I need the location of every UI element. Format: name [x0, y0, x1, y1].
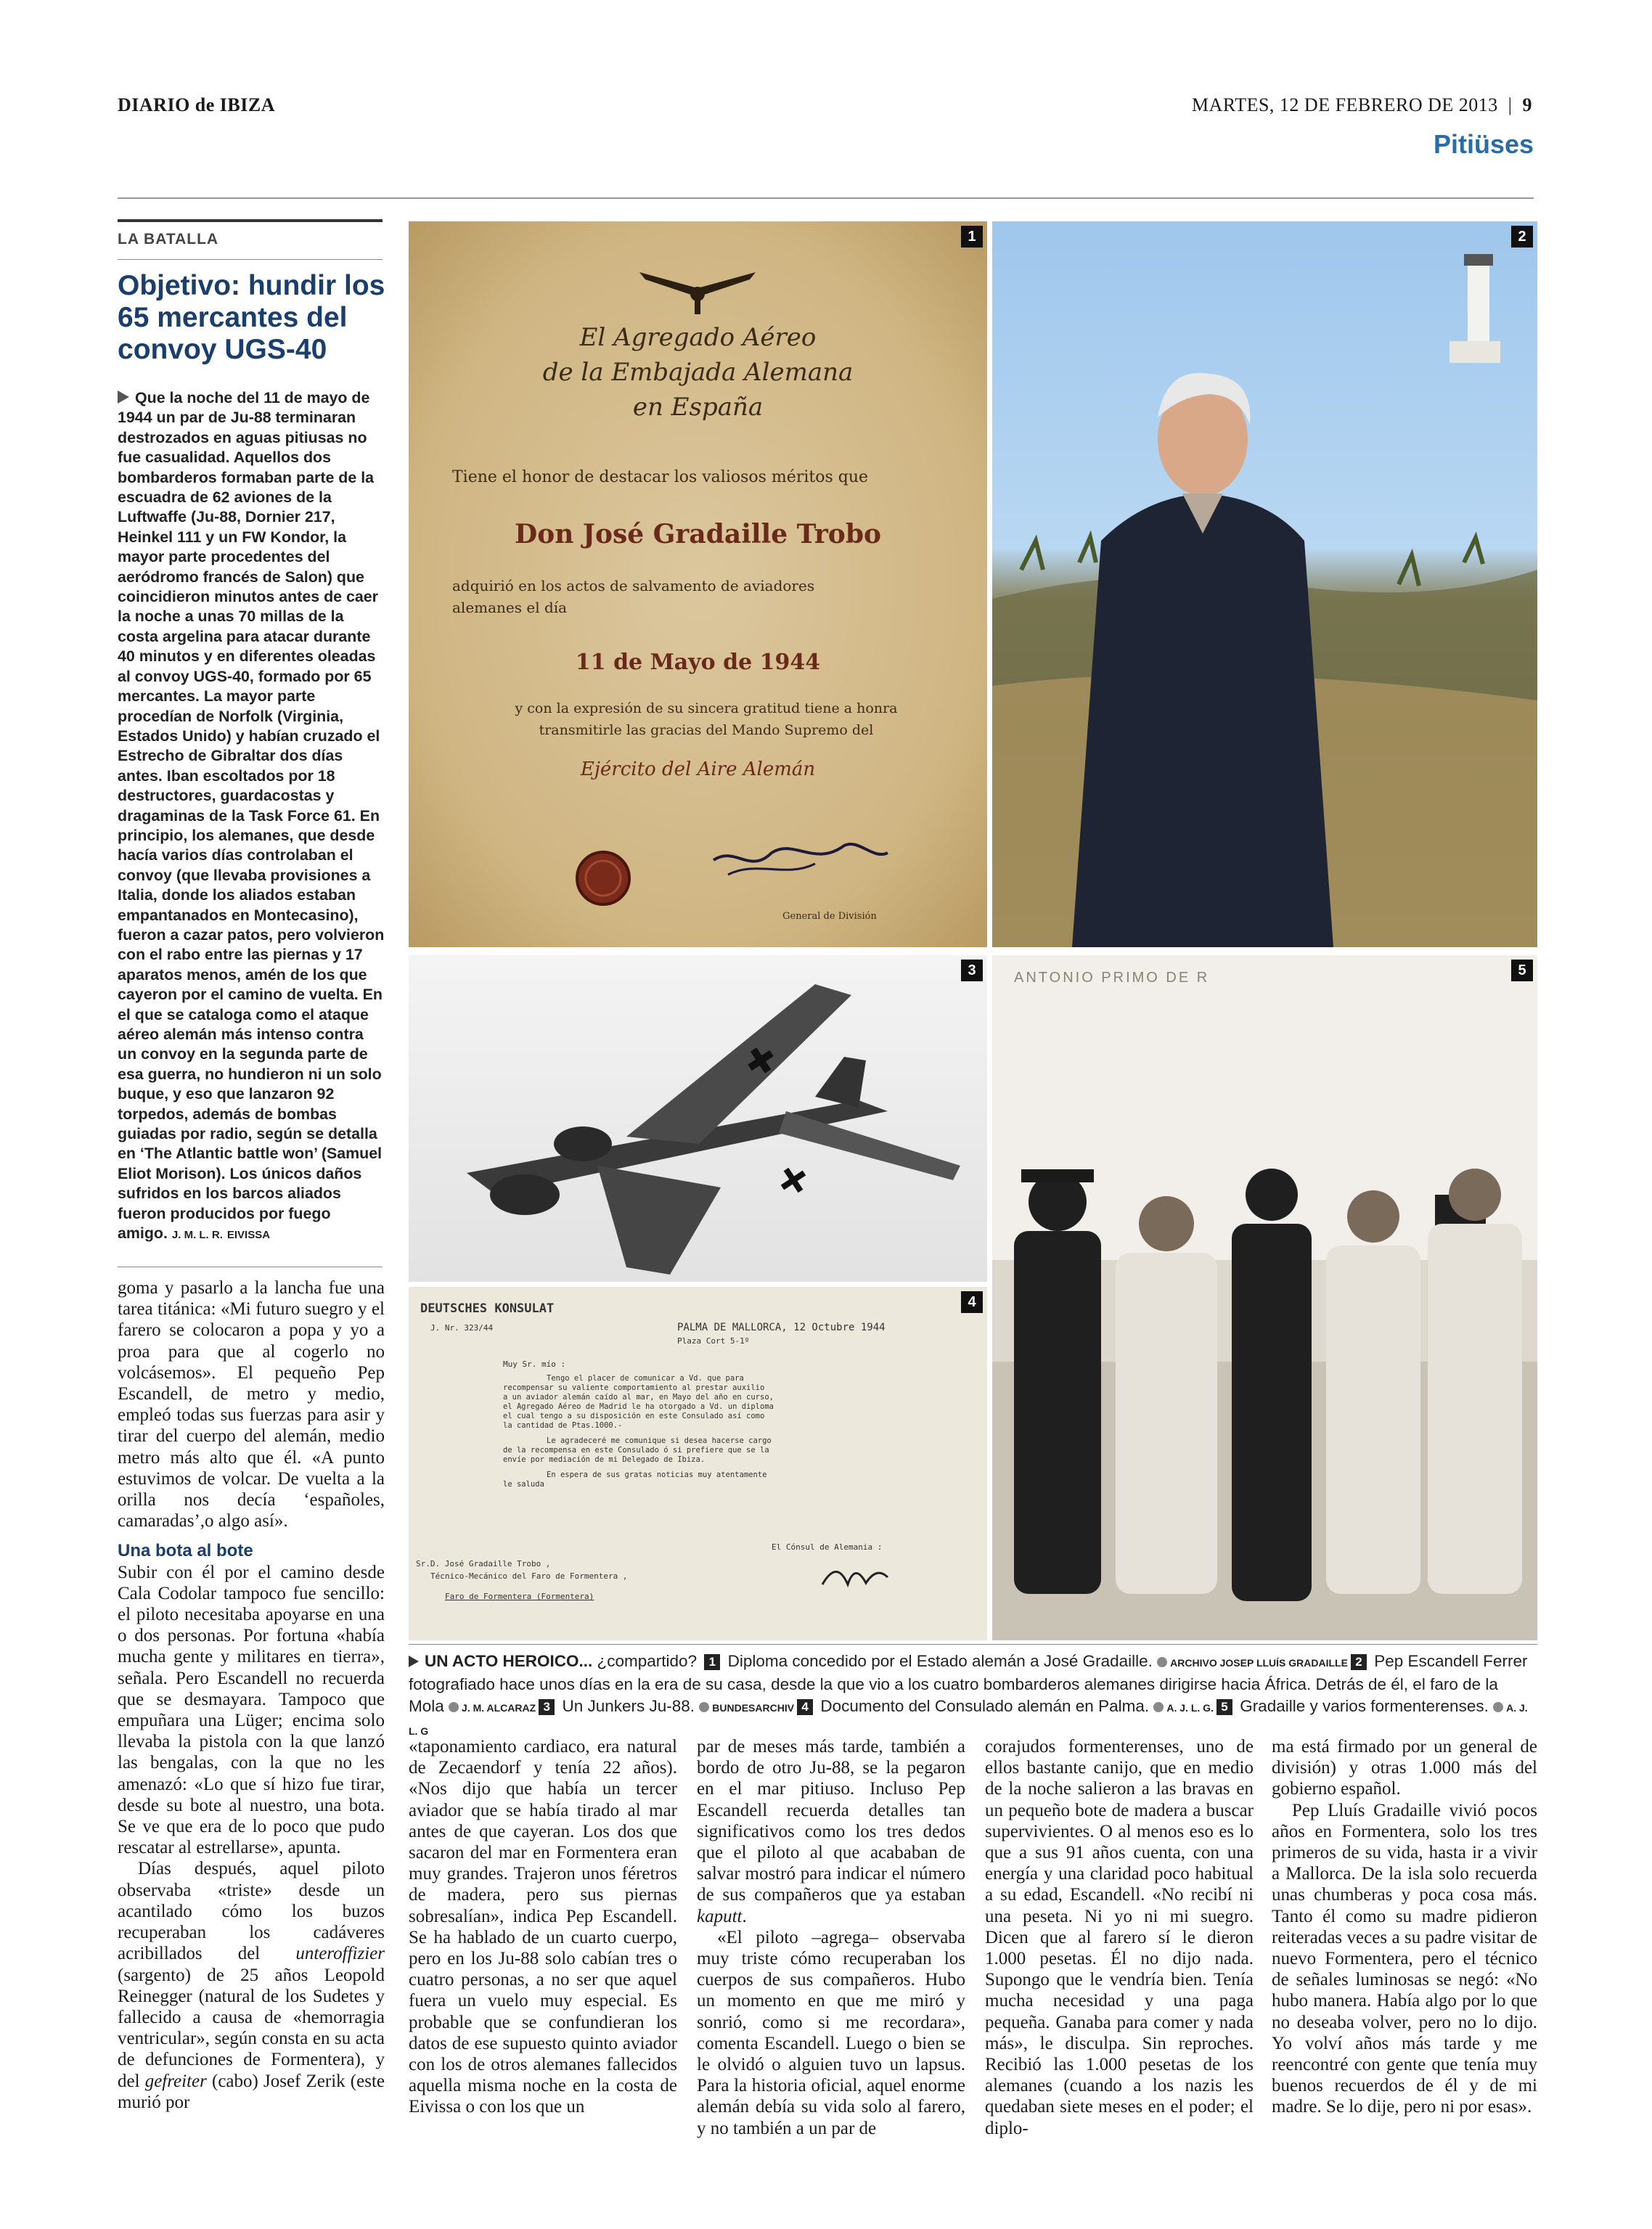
letter-signer: El Cónsul de Alemania : — [772, 1542, 883, 1552]
letter-line: Tengo el placer de comunicar a Vd. que para — [547, 1374, 744, 1383]
camera-icon — [1153, 1702, 1164, 1712]
letter-place: PALMA DE MALLORCA, 12 Octubre 1944 — [677, 1322, 886, 1333]
sidebar-kicker-rule — [118, 259, 383, 260]
diploma-recipient: Don José Gradaille Trobo — [514, 519, 882, 549]
photo-number-2: 2 — [1511, 226, 1533, 248]
col4-paragraph: corajudos formenterenses, uno de ellos bastante canijo, que en medio de la noche salieron a las bravas en un pequeño bote de madera a buscar supervivientes. O al menos eso es lo que a sus 91 años cuenta, con una energía y una claridad poco habitual a su edad, Escandell. «No recibí ni una peseta. Ni yo ni mi suegro. Dicen que al farero sí le dieron 1.000 pesetas. Él no dijo nada. Supongo que le vendría bien. Tenía mucha necesidad y una paga pequeña. Ganaba para comer y nada más», le disculpa. Sin reproches. Recibió las 1.000 pesetas de los alemanes (cuando a los nazis les quedaban siete meses en el poder; el diplo- — [985, 1737, 1254, 2138]
article-column-5 — [1272, 1736, 1537, 2118]
photo-caption — [409, 1651, 1537, 1742]
letter-line: Le agradeceré me comunique si desea hacerse cargo — [547, 1436, 772, 1445]
col5-paragraph-1: ma está firmado por un general de división) y otras 1.000 más del gobierno español. — [1272, 1737, 1537, 1799]
sidebar-headline: Objetivo: hundir los 65 mercantes del convoy UGS-40 — [118, 270, 385, 365]
photo-diploma — [409, 221, 987, 947]
caption-credit-2 — [449, 1702, 536, 1714]
letter-body — [503, 1374, 968, 1489]
credit-text: BUNDESARCHIV — [712, 1702, 795, 1714]
header-rule — [118, 197, 1534, 199]
letter-line: el cual tengo a su disposición en este Consulado así como — [503, 1412, 765, 1420]
date-text: MARTES, 12 DE FEBRERO DE 2013 — [1192, 94, 1498, 115]
photo-number-3: 3 — [961, 960, 983, 981]
col1-paragraph-3 — [118, 1858, 385, 2112]
photo-group — [992, 955, 1537, 1640]
letter-ref: J. Nr. 323/44 — [430, 1323, 494, 1333]
caption-text: Documento del Consulado alemán en Palma. — [816, 1697, 1154, 1715]
caption-text: Gradaille y varios formenterenses. — [1235, 1697, 1494, 1715]
aircraft-drawing — [409, 955, 987, 1282]
caption-number-3: 3 — [539, 1699, 555, 1715]
caption-text: Pep Escandell Ferrer fotografiado hace unos días en la era de su casa, desde la que vio a los cuatro bombarderos alemanes dirigirse hacia África. Detrás de él, el faro de la Mola — [409, 1652, 1528, 1715]
photo-number-4: 4 — [961, 1291, 983, 1313]
diploma-line-11: Ejército del Aire Alemán — [580, 758, 816, 780]
diploma-line-4: Tiene el honor de destacar los valiosos méritos que — [452, 468, 869, 486]
caption-text: Diploma concedido por el Estado alemán a José Gradaille. — [723, 1652, 1158, 1670]
diploma-line-2: de la Embajada Alemana — [542, 358, 854, 387]
camera-icon — [449, 1702, 459, 1712]
photo-portrait — [992, 221, 1537, 947]
letter-recipient-3: Faro de Formentera (Formentera) — [445, 1592, 594, 1601]
diploma-line-7: alemanes el día — [452, 599, 568, 616]
caption-number-2: 2 — [1351, 1654, 1367, 1670]
diploma-line-10: transmitirle las gracias del Mando Supremo del — [539, 722, 874, 738]
photo-number-1: 1 — [961, 226, 983, 248]
article-column-4 — [985, 1736, 1254, 2139]
letter-line: En espera de sus gratas noticias muy atentamente — [547, 1471, 767, 1479]
col1-p3-italic-a: unteroffizier — [295, 1944, 385, 1964]
caption-number-4: 4 — [797, 1699, 813, 1715]
col3-p1-text-b: . — [742, 1906, 747, 1926]
page-date: MARTES, 12 DE FEBRERO DE 2013 | 9 — [1192, 94, 1532, 115]
letter-line: el Agregado Aéreo de Madrid le ha otorgado a Vd. un diploma — [503, 1402, 774, 1411]
letter-line: la cantidad de Ptas.1000.- — [503, 1421, 623, 1430]
letter-line: recompensar su valiente comportamiento al prestar auxilio — [503, 1383, 765, 1392]
col3-paragraph-2: «El piloto –agrega– observaba muy triste cómo recuperaban los cuerpos de sus compañeros. Hubo un momento en que me miró y sonrió, como si me recordara», comenta Escandell. Luego o bien se le olvidó o alguien tuvo un lapsus. Para la historia oficial, aquel enorme alemán debía su vida solo al farero, y no también a un par de — [697, 1927, 965, 2138]
letter-line: le saluda — [503, 1480, 544, 1489]
diploma-line-9: y con la expresión de su sincera gratitud tiene a honra — [515, 700, 898, 716]
credit-text: A. J. L. G. — [1166, 1702, 1214, 1714]
caption-lead: UN ACTO HEROICO... — [425, 1652, 593, 1670]
col2-paragraph: «taponamiento cardiaco, era natural de Zecaendorf y tenía 22 años). «Nos dijo que había un tercer aviador que se había tirado al mar antes de que cayeran. Los dos que sacaron del mar en Formentera eran muy grandes. Trajeron unos féretros de madera, pero sus piernas sobresalían», indica Pep Escandell. Se ha hablado de un cuarto cuerpo, pero en los Ju-88 solo cabían tres o cuatro personas, a no ser que aquel fuera un vuelo muy especial. Es probable que se confundieran los datos de ese supuesto quinto aviador con los de otros alemanes fallecidos aquella misma noche en la costa de Eivissa o con los que un — [409, 1737, 677, 2117]
letter-line: envíe por mediación de mi Delegado de Ibiza. — [503, 1455, 706, 1464]
letter-signature — [815, 1555, 902, 1599]
col5-paragraph-2: Pep Lluís Gradaille vivió pocos años en Formentera, solo los tres primeros de su vida, hasta ir a vivir a Mallorca. De la isla solo recuerda unas chumberas y poca cosa más. Tanto él como su madre pidieron reiteradas veces a su padre visitar de nuevo Formentera, pero el técnico de señales luminosas se negó: «No hubo manera. Había algo por lo que no deseaba volver, pero no lo dijo. Yo volví años más tarde y me reencontré con gente que tenía muy buenos recuerdos de él y de mi madre. Se lo dije, pero ni por esas». — [1272, 1800, 1537, 2117]
group-scene — [992, 955, 1537, 1640]
page-number: 9 — [1522, 94, 1532, 115]
photo-consulate-letter — [409, 1287, 987, 1640]
diploma-line-6: adquirió en los actos de salvamento de aviadores — [452, 577, 815, 594]
caption-credit-4 — [1153, 1702, 1214, 1714]
sidebar-kicker: LA BATALLA — [118, 231, 219, 248]
caption-text: Un Junkers Ju-88. — [557, 1697, 700, 1715]
sidebar-body — [118, 388, 385, 1245]
letter-recipient-2: Técnico-Mecánico del Faro de Formentera , — [430, 1571, 628, 1581]
letter-recipient-1: Sr.D. José Gradaille Trobo , — [416, 1559, 551, 1569]
sidebar-author: J. M. L. R. — [171, 1229, 223, 1242]
credit-text: ARCHIVO JOSEP LLUÍS GRADAILLE — [1170, 1657, 1348, 1669]
col3-paragraph-1 — [697, 1736, 965, 1927]
col1-paragraph-1: goma y pasarlo a la lancha fue una tarea titánica: «Mi futuro suegro y el farero se colocaron a popa y yo a proa para que al cogerlo no volcásemos». El pequeño Pep Escandell, de metro y medio, empleó todas sus fuerzas para asir y tirar del cuerpo del alemán, medio metro más alto que él. «A punto estuvimos de volcar. De vuelta a la orilla nos decía ‘españoles, camaradas’,o algo así». — [118, 1278, 385, 1531]
col1-paragraph-2: Subir con él por el camino desde Cala Codolar tampoco fue sencillo: el piloto necesitaba apoyarse en una o dos personas. Por fortuna «había mucha gente y militares en tierra», señala. Pero Escandell no recuerda que se desmayara. Tampoco que empuñara una Lüger; encima solo llevaba la pistola con la que lanzó las bengalas, con la que no les amenazó: «Lo que sí hizo fue tirar, desde su bote al nuestro, una bota. Se ve que era de lo poco que pudo rescatar al estrellarse», apunta. — [118, 1562, 385, 1858]
caption-credit-1 — [1157, 1657, 1348, 1669]
arrow-icon — [118, 390, 129, 404]
col1-p3-text-c: (cabo) Josef Zerik (este murió por — [118, 2071, 385, 2112]
letter-address: Plaza Cort 5-1º — [677, 1336, 750, 1346]
caption-number-1: 1 — [704, 1654, 720, 1670]
letter-head: DEUTSCHES KONSULAT — [420, 1301, 555, 1316]
portrait-scene — [992, 221, 1537, 947]
diploma-line-3: en España — [632, 393, 764, 422]
col3-p1-italic: kaputt — [697, 1906, 743, 1926]
diploma-line-1: El Agregado Aéreo — [579, 323, 817, 352]
col1-p3-italic-b: gefreiter — [144, 2071, 207, 2091]
sidebar-top-rule — [118, 219, 383, 222]
article-column-1 — [118, 1277, 385, 2113]
arrow-icon — [409, 1656, 419, 1667]
wall-sign: ANTONIO PRIMO DE R — [1014, 970, 1210, 986]
credit-text: A. J. L. G — [409, 1702, 1528, 1737]
article-subhead: Una bota al bote — [118, 1541, 253, 1561]
caption-credit-3 — [699, 1702, 794, 1714]
sidebar-body-text: Que la noche del 11 de mayo de 1944 un par de Ju-88 terminaran destrozados en aguas pitiusas no fue casualidad. Aquellos dos bombarderos formaban parte de la escuadra de 62 aviones de la Luftwaffe (Ju-88, Dornier 217, Heinkel 111 y un FW Kondor, la mayor parte procedentes del aeródromo francés de Salon) que coincidieron minutos antes de caer la noche a unas 70 millas de la costa argelina para atacar durante 40 minutos y en diferentes oleadas al convoy UGS-40, formado por 65 mercantes. La mayor parte procedían de Norfolk (Virginia, Estados Unido) y habían cruzado el Estrecho de Gibraltar dos días antes. Iban escoltados por 18 destructores, guardacostas y dragaminas de la Task Force 61. En principio, los alemanes, que desde hacía varios días controlaban el convoy (que llevaba provisiones a Italia, donde los aliados estaban empantanados en Montecasino), fueron a cazar patos, pero volvieron con el rabo entre las piernas y 17 aparatos menos, amén de los que cayeron por el camino de vuelta. En el que se cataloga como el ataque aéreo alemán más intenso contra un convoy en la segunda parte de esa guerra, no hundieron ni un solo buque, y eso que lanzaron 92 torpedos, además de bombas guiadas por radio, según se detalla en ‘The Atlantic battle won’ (Samuel Eliot Morison). Los únicos daños sufridos en los barcos aliados fueron producidos por fuego amigo. — [118, 389, 385, 1243]
col1-p3-text-a: Días después, aquel piloto observaba «triste» desde un acantilado cómo los buzos recuperaban los cadáveres acribillados del — [118, 1859, 385, 1964]
diploma-signature-title: General de División — [782, 911, 877, 922]
camera-icon — [1157, 1657, 1167, 1667]
letter-salutation: Muy Sr. mío : — [503, 1359, 566, 1369]
caption-rule — [409, 1644, 1537, 1645]
diploma-date: 11 de Mayo de 1944 — [575, 650, 821, 675]
credit-text: J. M. ALCARAZ — [462, 1702, 536, 1714]
article-column-2 — [409, 1736, 677, 2118]
newspaper-name: DIARIO de IBIZA — [118, 94, 275, 115]
article-column-3 — [697, 1736, 965, 2139]
caption-number-5: 5 — [1216, 1699, 1232, 1715]
col3-p1-text-a: par de meses más tarde, también a bordo de otro Ju-88, se la pegaron en el mar pitiuso. Incluso Pep Escandell recuerda detalles tan significativos como los tres dedos que el piloto al que acababan de salvar mostró para indicar el número de sus compañeros que ya estaban — [697, 1737, 965, 1905]
caption-text: ¿compartido? — [592, 1652, 702, 1670]
col1-p3-text-b: (sargento) de 25 años Leopold Reinegger (natural de los Sudetes y fallecido a causa de «hemorragia ventricular», según consta en su acta de defunciones de Formentera), y del — [118, 1965, 385, 2091]
letter-line: a un aviador alemán caído al mar, en Mayo del año en curso, — [503, 1393, 774, 1402]
photo-number-5: 5 — [1511, 960, 1533, 981]
section-label: Pitiüses — [1433, 129, 1534, 159]
photo-junkers — [409, 955, 987, 1282]
camera-icon — [699, 1702, 709, 1712]
sidebar-place: EIVISSA — [226, 1229, 271, 1242]
letter-line: de la recompensa en este Consulado ó si prefiere que se la — [503, 1446, 769, 1455]
camera-icon — [1493, 1702, 1503, 1712]
